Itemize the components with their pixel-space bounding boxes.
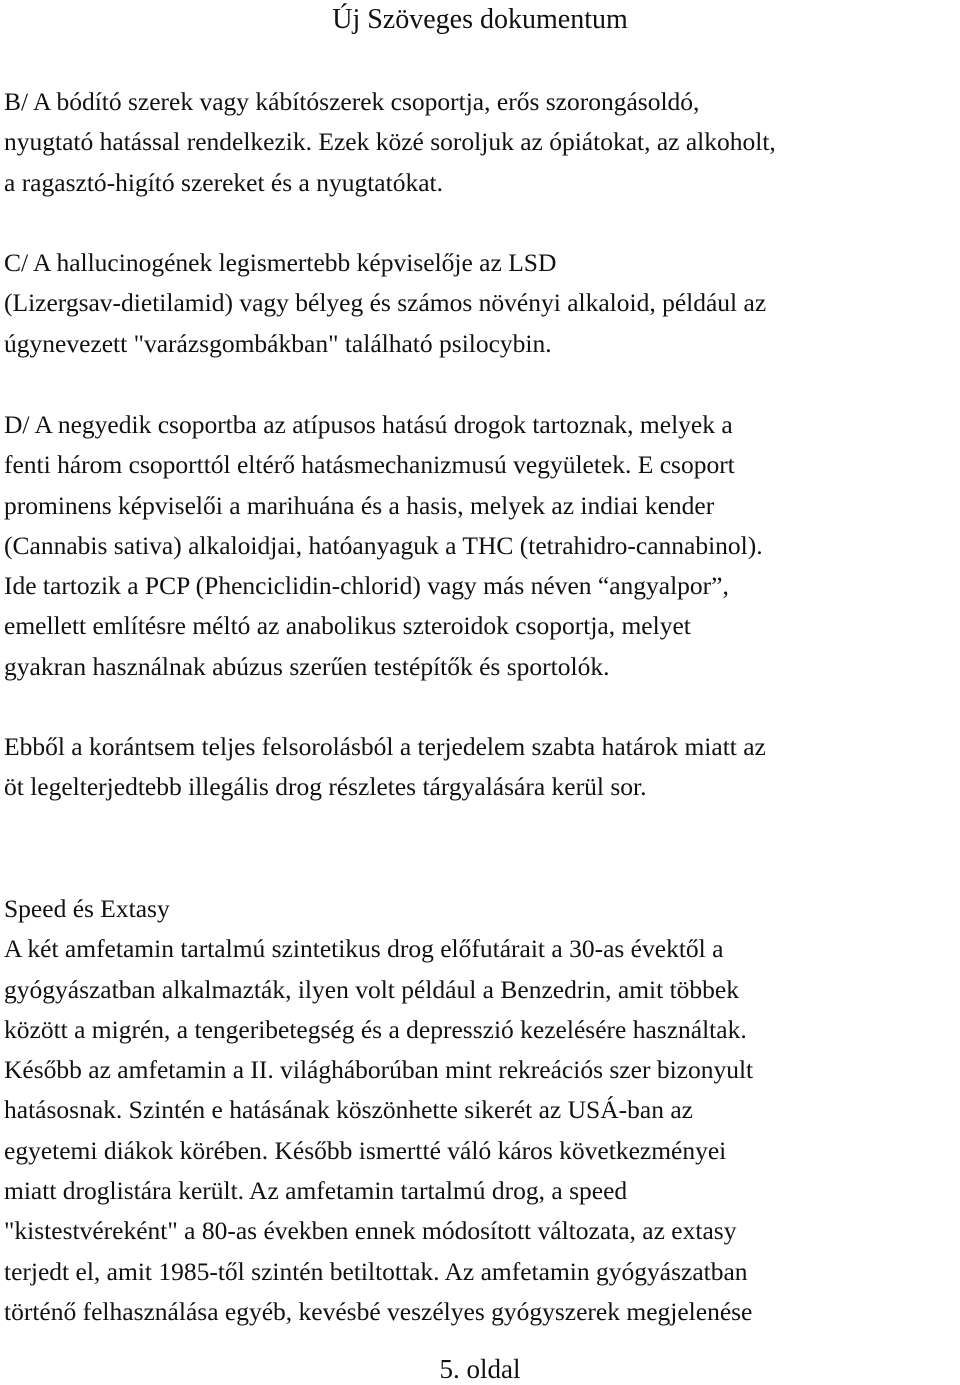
- text-line: D/ A negyedik csoportba az atípusos hatású drogok tartoznak, melyek a: [4, 410, 733, 439]
- page-number: 5. oldal: [439, 1354, 521, 1384]
- text-line: miatt droglistára került. Az amfetamin tartalmú drog, a speed: [4, 1176, 628, 1206]
- paragraph-summary: [4, 727, 954, 808]
- text-line: A két amfetamin tartalmú szintetikus drog előfutárait a 30-as évektől a: [4, 934, 724, 964]
- text-line: (Cannabis sativa) alkaloidjai, hatóanyaguk a THC (tetrahidro-cannabinol).: [4, 530, 763, 560]
- text-line: úgynevezett "varázsgombákban" található psilocybin.: [4, 328, 552, 358]
- text-line: a ragasztó-higító szereket és a nyugtatókat.: [4, 167, 443, 197]
- text-line: gyógyászatban alkalmazták, ilyen volt például a Benzedrin, amit többek: [4, 974, 740, 1004]
- section-heading: Speed és Extasy: [4, 894, 170, 923]
- text-line: Ebből a korántsem teljes felsorolásból a terjedelem szabta határok miatt az: [4, 732, 766, 761]
- document-title: Új Szöveges dokumentum: [332, 4, 628, 35]
- paragraph-b-drug-group: [4, 82, 954, 203]
- text-line: Később az amfetamin a II. világháborúban mint rekreációs szer bizonyult: [4, 1055, 754, 1085]
- text-line: prominens képviselői a marihuána és a hasis, melyek az indiai kender: [4, 490, 715, 520]
- text-line: (Lizergsav-dietilamid) vagy bélyeg és számos növényi alkaloid, például az: [4, 288, 767, 318]
- text-line: történő felhasználása egyéb, kevésbé veszélyes gyógyszerek megjelenése: [4, 1296, 753, 1326]
- text-line: öt legelterjedtebb illegális drog részletes tárgyalására kerül sor.: [4, 772, 647, 802]
- text-line: fenti három csoporttól eltérő hatásmechanizmusú vegyületek. E csoport: [4, 450, 735, 480]
- text-line: egyetemi diákok körében. Később ismertté váló káros következményei: [4, 1135, 727, 1165]
- paragraph-c-hallucinogens: [4, 243, 954, 364]
- text-line: terjedt el, amit 1985-től szintén betiltottak. Az amfetamin gyógyászatban: [4, 1256, 748, 1286]
- text-line: nyugtató hatással rendelkezik. Ezek közé soroljuk az ópiátokat, az alkoholt,: [4, 127, 776, 157]
- text-line: hatásosnak. Szintén e hatásának köszönhette sikerét az USÁ-ban az: [4, 1095, 693, 1125]
- text-line: között a migrén, a tengeribetegség és a depresszió kezelésére használtak.: [4, 1014, 747, 1044]
- text-line: gyakran használnak abúzus szerűen testépítők és sportolók.: [4, 651, 610, 681]
- text-line: "kistestvéreként" a 80-as években ennek módosított változata, az extasy: [4, 1216, 737, 1246]
- section-speed-extasy: [4, 889, 954, 1332]
- text-line: C/ A hallucinogének legismertebb képviselője az LSD: [4, 248, 557, 277]
- text-line: emellett említésre méltó az anabolikus szteroidok csoportja, melyet: [4, 611, 691, 641]
- text-line: B/ A bódító szerek vagy kábítószerek csoportja, erős szorongásoldó,: [4, 87, 700, 116]
- paragraph-d-atypical-drugs: [4, 405, 954, 687]
- text-line: Ide tartozik a PCP (Phenciclidin-chlorid) vagy más néven “angyalpor”,: [4, 571, 729, 601]
